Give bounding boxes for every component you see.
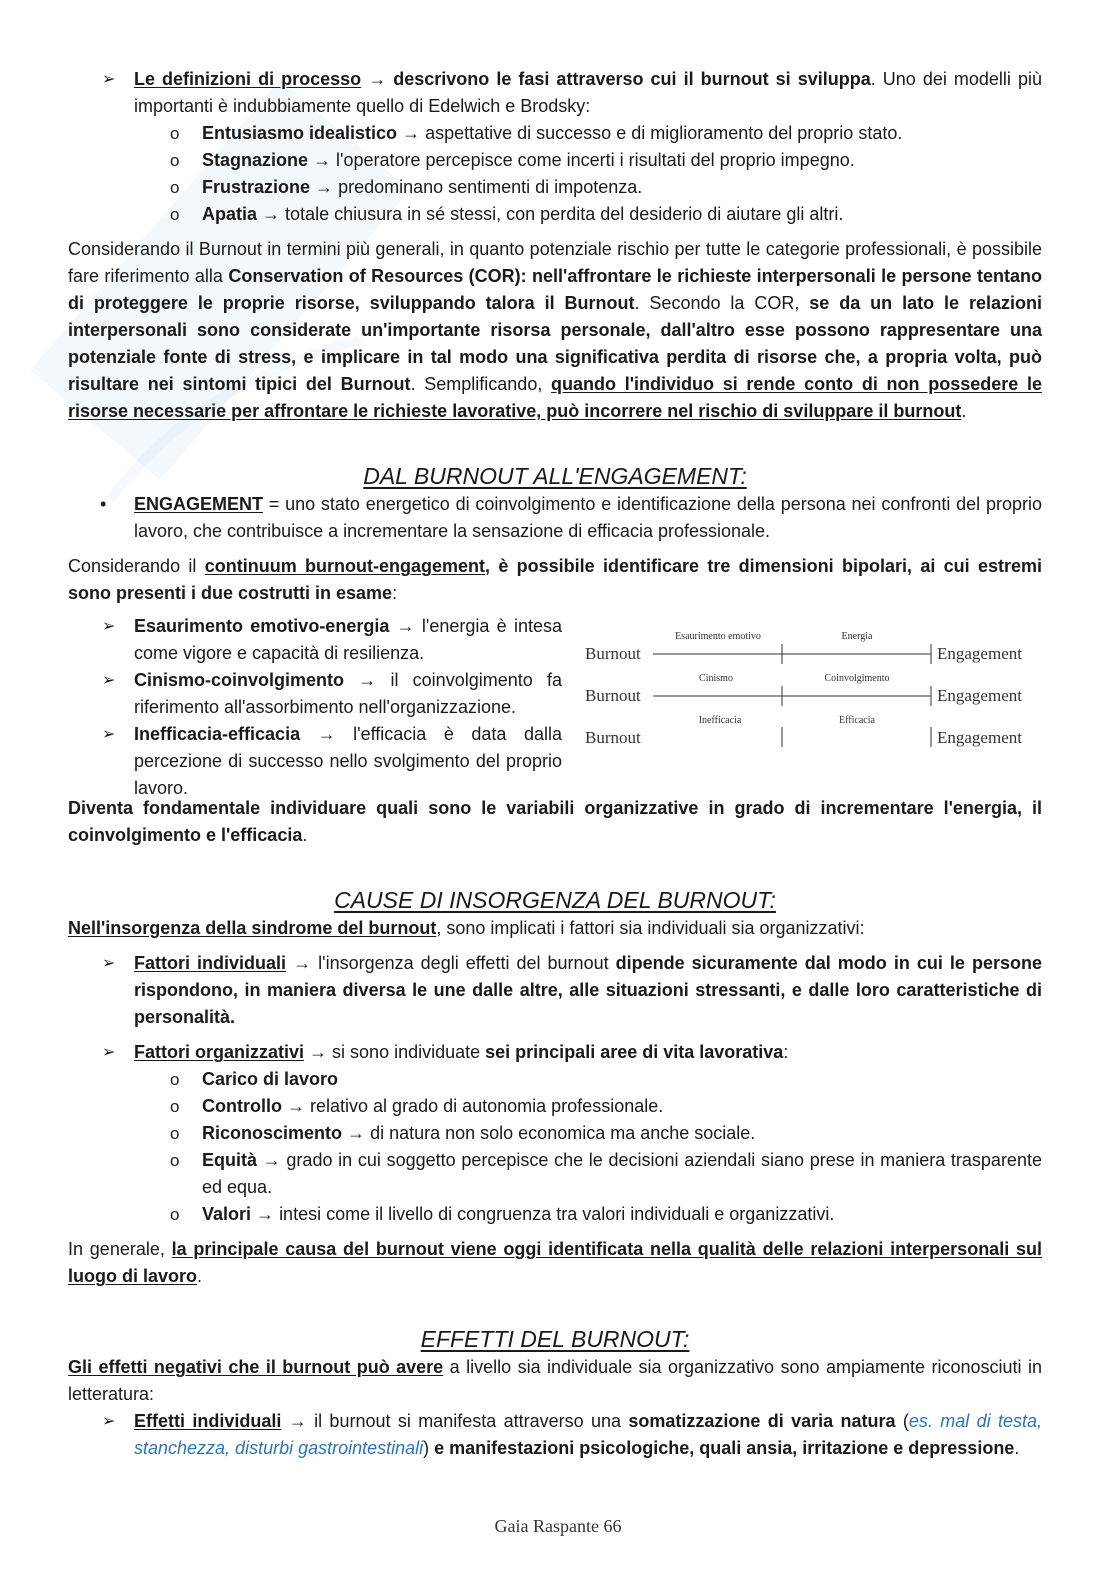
circle-bullet-icon: o xyxy=(170,1070,180,1089)
work-area-item: o Controllo → relativo al grado di autonomia professionale. xyxy=(68,1093,1042,1120)
circle-bullet-icon: o xyxy=(170,205,180,224)
dimension-item: ➢ Inefficacia-efficacia → l'efficacia è data dalla percezione di successo nello svolgimento del proprio lavoro. xyxy=(68,721,562,802)
chevron-bullet-icon: ➢ xyxy=(102,726,116,743)
circle-bullet-icon: o xyxy=(170,1205,180,1224)
diagram-engagement-label: Engagement xyxy=(937,644,1022,663)
diagram-high-label: Efficacia xyxy=(839,715,875,726)
dimensions-block xyxy=(68,613,1042,798)
section-heading-engagement: DAL BURNOUT ALL'ENGAGEMENT: xyxy=(363,463,747,489)
diagram-high-label: Coinvolgimento xyxy=(824,673,890,684)
diagram-engagement-label: Engagement xyxy=(937,686,1022,705)
diagram-low-label: Cinismo xyxy=(699,673,733,684)
dot-bullet-icon: • xyxy=(100,494,107,514)
page-footer: Gaia Raspante 66 xyxy=(494,1516,622,1536)
dimensions-list xyxy=(68,613,562,802)
chevron-bullet-icon: ➢ xyxy=(102,1044,116,1061)
document-page xyxy=(68,66,1042,1462)
section-heading-causes: CAUSE DI INSORGENZA DEL BURNOUT: xyxy=(334,887,776,913)
circle-bullet-icon: o xyxy=(170,151,180,170)
stage-item: o Entusiasmo idealistico → aspettative di successo e di miglioramento del proprio stato. xyxy=(68,120,1042,147)
circle-bullet-icon: o xyxy=(170,1097,180,1116)
circle-bullet-icon: o xyxy=(170,124,180,143)
effects-intro: Gli effetti negativi che il burnout può avere a livello sia individuale sia organizzativo sono ampiamente riconosciuti in letteratura: xyxy=(68,1357,1042,1404)
chevron-bullet-icon: ➢ xyxy=(102,1413,116,1430)
diagram-low-label: Esaurimento emotivo xyxy=(675,631,761,642)
diagram-low-label: Inefficacia xyxy=(698,715,742,726)
burnout-engagement-diagram xyxy=(583,617,1043,767)
examples-text: es. mal di testa, stanchezza, disturbi gastrointestinali xyxy=(134,1411,1042,1458)
general-cause-paragraph: In generale, la principale causa del burnout viene oggi identificata nella qualità delle relazioni interpersonali sul luogo di lavoro. xyxy=(68,1239,1042,1286)
dimension-item: ➢ Cinismo-coinvolgimento → il coinvolgimento fa riferimento all'assorbimento nell'organizzazione. xyxy=(68,667,562,721)
work-area-item: o Valori → intesi come il livello di congruenza tra valori individuali e organizzativi. xyxy=(68,1201,1042,1228)
section-heading-effects: EFFETTI DEL BURNOUT: xyxy=(420,1326,690,1352)
conclusion-paragraph: Diventa fondamentale individuare quali sono le variabili organizzative in grado di incrementare l'energia, il coinvolgimento e l'efficacia. xyxy=(68,798,1042,845)
diagram-burnout-label: Burnout xyxy=(585,728,641,747)
stage-item: o Frustrazione → predominano sentimenti di impotenza. xyxy=(68,174,1042,201)
stages-list xyxy=(68,120,1042,228)
engagement-definition: • ENGAGEMENT = uno stato energetico di coinvolgimento e identificazione della persona nei confronti del proprio lavoro, che contribuisce a incrementare la sensazione di efficacia professionale. xyxy=(68,491,1042,545)
dimension-item: ➢ Esaurimento emotivo-energia → l'energia è intesa come vigore e capacità di resilienza. xyxy=(68,613,562,667)
chevron-bullet-icon: ➢ xyxy=(102,71,116,88)
individual-factors-item: ➢ Fattori individuali → l'insorgenza degli effetti del burnout dipende sicuramente dal modo in cui le persone rispondono, in maniera diversa le une dalle altre, alle situazioni stressanti, e dalle loro caratteristiche di personalità. xyxy=(68,950,1042,1031)
diagram-burnout-label: Burnout xyxy=(585,686,641,705)
diagram-burnout-label: Burnout xyxy=(585,644,641,663)
stage-item: o Stagnazione → l'operatore percepisce come incerti i risultati del proprio impegno. xyxy=(68,147,1042,174)
process-definitions-item: ➢ Le definizioni di processo → descrivono le fasi attraverso cui il burnout si sviluppa. Uno dei modelli più importanti è indubbiamente quello di Edelwich e Brodsky: xyxy=(68,66,1042,120)
work-area-item: o Equità → grado in cui soggetto percepisce che le decisioni aziendali siano prese in maniera trasparente ed equa. xyxy=(68,1147,1042,1201)
chevron-bullet-icon: ➢ xyxy=(102,955,116,972)
diagram-engagement-label: Engagement xyxy=(937,728,1022,747)
organizational-factors-item: ➢ Fattori organizzativi → si sono individuate sei principali aree di vita lavorativa: xyxy=(68,1039,1042,1066)
stage-item: o Apatia → totale chiusura in sé stessi, con perdita del desiderio di aiutare gli altri. xyxy=(68,201,1042,228)
circle-bullet-icon: o xyxy=(170,1124,180,1143)
causes-intro: Nell'insorgenza della sindrome del burnout, sono implicati i fattori sia individuali sia organizzativi: xyxy=(68,918,865,938)
work-area-item: o Riconoscimento → di natura non solo economica ma anche sociale. xyxy=(68,1120,1042,1147)
chevron-bullet-icon: ➢ xyxy=(102,618,116,635)
chevron-bullet-icon: ➢ xyxy=(102,672,116,689)
work-area-item: o Carico di lavoro xyxy=(68,1066,1042,1093)
diagram-high-label: Energia xyxy=(841,631,873,642)
circle-bullet-icon: o xyxy=(170,178,180,197)
continuum-paragraph: Considerando il continuum burnout-engagement, è possibile identificare tre dimensioni bipolari, ai cui estremi sono presenti i due costrutti in esame: xyxy=(68,556,1043,603)
work-areas-list xyxy=(68,1066,1042,1228)
circle-bullet-icon: o xyxy=(170,1151,180,1170)
individual-effects-item: ➢ Effetti individuali → il burnout si manifesta attraverso una somatizzazione di varia natura (es. mal di testa, stanchezza, disturbi gastrointestinali) e manifestazioni psicologiche, quali ansia, irritazione e depressione. xyxy=(68,1408,1042,1462)
cor-paragraph: Considerando il Burnout in termini più generali, in quanto potenziale rischio per tutte le categorie professionali, è possibile fare riferimento alla Conservation of Resources (COR): nell'affrontare le richieste interpersonali le persone tentano di proteggere le proprie risorse, sviluppando talora il Burnout. Secondo la COR, se da un lato le relazioni interpersonali sono considerate un'importante risorsa personale, dall'altro esse possono rappresentare una potenziale fonte di stress, e implicare in tal modo una significativa perdita di risorse che, a propria volta, può risultare nei sintomi tipici del Burnout. Semplificando, quando l'individuo si rende conto di non possedere le risorse necessarie per affrontare le richieste lavorative, può incorrere nel rischio di sviluppare il burnout. xyxy=(68,239,1042,421)
